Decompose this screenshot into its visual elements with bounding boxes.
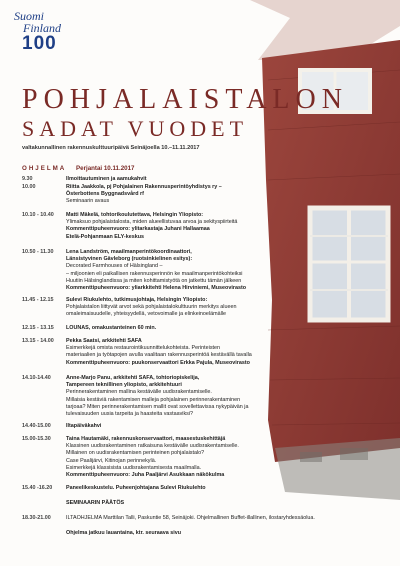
logo-line-1: Suomi: [14, 9, 44, 23]
schedule-time: 12.15 - 13.15: [22, 325, 54, 331]
schedule-line: Esimerkkejä omista restaurointikuunnittelukohteista. Perinteisten: [66, 345, 221, 352]
schedule-time: 15.40 -16.20: [22, 485, 53, 491]
schedule-line: Kommenttipuheenvuoro: yliarkkitehti Helena Hirviniemi, Museovirasto: [66, 285, 247, 292]
schedule-line: Kommenttipuheenvuoro: puukonservaattori Erkka Pajula, Museovirasto: [66, 359, 250, 366]
schedule-line: Huutiin Hälsinglandissa ja miten kohittamistyötä on jatkettu tämän jälkeen: [66, 277, 242, 284]
schedule-line: LOUNAS, omakustanteinen 60 min.: [66, 325, 157, 331]
schedule-line: Länsistyvinen Gävleborg (ruotsinkielinen esitys):: [66, 256, 193, 263]
schedule-time: 15.00-15.30: [22, 436, 51, 442]
schedule-line: Decorated Farmhouses of Hälsingland –: [66, 263, 163, 270]
schedule-line: Kommenttipuheenvuoro: Juha Paaljärvi Asukkaan näkökulma: [66, 472, 225, 479]
schedule-line: Seminaarin avaus: [66, 198, 110, 205]
schedule-line: Esimerkkejä klassisista uudisrakentamisesta maailmalla.: [66, 464, 202, 471]
schedule-line: Anne-Marjo Panu, arkkitehti SAFA, tohtoriopiskelija,: [66, 375, 200, 381]
schedule-line: omaleimaisuudelle, yhteisyydellä, vetovoimalle ja elinkeinoelämälle: [66, 311, 227, 318]
schedule-line: Paneelikeskustelu. Puheenjohtajana Sulevi Riukulehto: [66, 485, 206, 491]
schedule-time: 11.45 - 12.15: [22, 297, 54, 303]
schedule-line: Ylimaksuo pohjalaistalosta, miden alueellistuvaa arvoa ja sekityspiirteitä: [66, 219, 238, 226]
schedule-line: Ilmoittautuminen ja aamukahvit: [66, 176, 147, 182]
schedule-time: 14.40-15.00: [22, 423, 51, 429]
schedule-time: 13.15 - 14.00: [22, 338, 54, 344]
schedule-line: Millainen on uudisrakentamisen perinteinen pohjalaistalo?: [66, 450, 205, 457]
program-header: [22, 165, 134, 172]
logo-line-2: Finland: [23, 21, 61, 35]
schedule-line: Klassinen uudisrakentaminen ratkaisuna kestävälle uudisrakentamiselle.: [66, 443, 239, 450]
schedule-line: Pekka Saatsi, arkkitehti SAFA: [66, 338, 142, 344]
schedule-line: Matti Mäkelä, tohtorikoulutettava, Helsingin Yliopisto:: [66, 212, 204, 218]
schedule-time: 10.50 - 11.30: [22, 249, 54, 255]
schedule-line: ILTAOHJELMA Marttilan Talli, Paskuntie 58, Seinäjoki. Ohjelmallinen Buffet-illallinen, ilostaryhdessäolua.: [66, 515, 315, 521]
schedule-time: 18.30-21.00: [22, 515, 51, 521]
schedule-line: Perinnerakentaminen mallina kestävälle uudisrakentamiselle.: [66, 389, 212, 396]
event-subtitle: valtakunnallinen rakennuskulttuuripäivä Seinäjoella 10.–11.11.2017: [22, 145, 200, 151]
schedule-line: Österbottens Byggnadsvård rf: [66, 191, 144, 198]
schedule-line: Kommenttipuheenvuoro: ylitarkastaja Juhani Hallaamaa: [66, 226, 210, 233]
program-label: OHJELMA: [22, 165, 67, 172]
schedule-line: Iltapäiväkahvi: [66, 423, 102, 429]
schedule-line: SEMINAARIN PÄÄTÖS: [66, 500, 125, 506]
schedule-time: 10.00: [22, 184, 36, 190]
program-date: Perjantai 10.11.2017: [76, 165, 135, 172]
schedule-time: 10.10 - 10.40: [22, 212, 54, 218]
schedule-line: tarjoaa? Miten perinnerakentamisen mallit ovat sovellettavissa nykypäivän ja: [66, 403, 249, 410]
schedule-line: Taina Hautamäki, rakennuskonservaattori, maasestuskehittäjä: [66, 436, 226, 442]
schedule-line: Tampereen teknillinen yliopisto, arkkitehtuuri: [66, 382, 182, 389]
schedule-line: Pohjalaistalon liittyvät arvot sekä pohjalaistalokulttuurin merkitys alueen: [66, 304, 237, 311]
schedule-line: Case Paalijärvi, Kitinojan perinnekylä.: [66, 457, 157, 464]
schedule-line: materiaalien ja työtapojen avulla vaalitaan rakennusperintöä kestävällä tavalla: [66, 352, 252, 359]
schedule-line: Sulevi Riukulehto, tutkimusjohtaja, Helsingin Yliopisto:: [66, 297, 208, 303]
schedule-line: – miljoonien eli paikallisen rakennusperinnön ke maailmanperintökohteiksi: [66, 270, 243, 277]
schedule-time: 9.30: [22, 176, 33, 182]
schedule-line: Lena Landström, maailmanperintökoordinaattori,: [66, 249, 192, 255]
schedule-time: 14.10-14.40: [22, 375, 51, 381]
schedule-line: Riitta Jaakkola, pj Pohjalainen Rakennusperintöyhdistys ry –: [66, 184, 222, 190]
logo-line-3: 100: [22, 33, 57, 54]
schedule-line: tulevaisuuden uusia tarpeita ja haasteita vastaaviksi?: [66, 411, 194, 418]
schedule-line: Millaisia kestäviä rakentamisen malleja pohjalainen perinnerakentaminen: [66, 396, 241, 403]
schedule-line: Ohjelma jatkuu lauantaina, ktr. seuraava sivu: [66, 530, 182, 536]
schedule-line: Etelä-Pohjanmaan ELY-keskus: [66, 233, 144, 240]
page-title-line-2: SADAT VUODET: [22, 116, 249, 141]
page-title: POHJALAISTALON: [22, 84, 348, 115]
suomi-finland-100-logo: [14, 10, 74, 53]
